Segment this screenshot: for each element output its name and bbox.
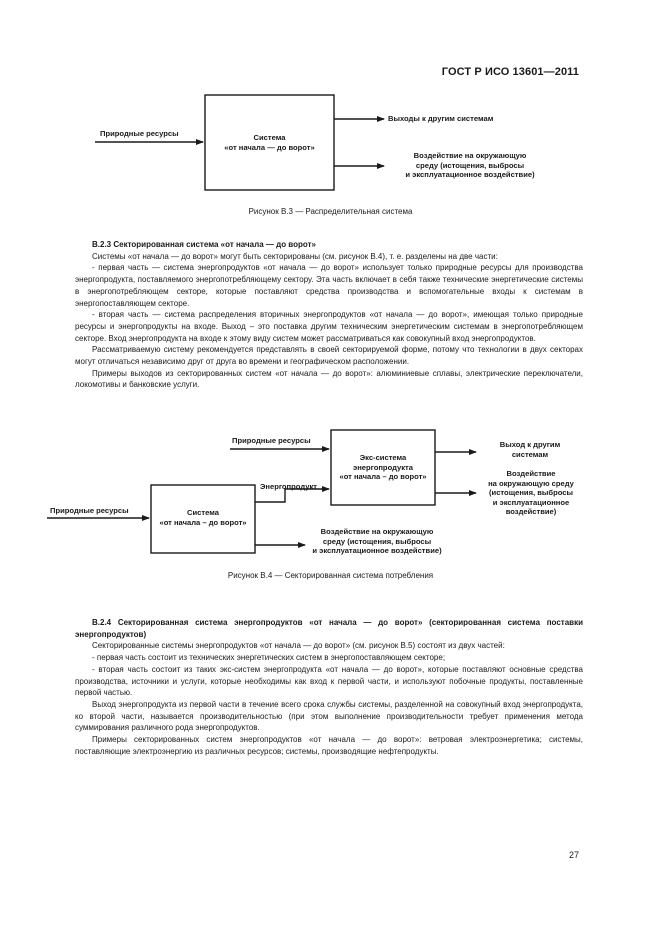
fig-b4-input-left-label: Природные ресурсы [50,506,129,515]
paragraph: - вторая часть состоит из таких экс-систем энергопродукта «от начала — до ворот», которые поставляют основные средства производства, источники и услуги, которые необходимы как вход к первой части, и используют побочные продукты, поставленные первой частью. [75,664,583,698]
fig-b4-left-box-label: Система «от начала – до ворот» [159,508,247,527]
fig-b4-output-bottom-label: Воздействие на окружающую среду (истощения, выбросы и эксплуатационное воздействие) [312,527,442,555]
fig-b4-output-top-label: Выход к другим системам [499,440,561,459]
paragraph: Рассматриваемую систему рекомендуется представлять в своей секторируемой форме, потому что технологии в двух секторах могут отличаться независимо друг от друга во времени и географическом расположении. [75,345,583,367]
fig-b3-input-label: Природные ресурсы [100,129,179,138]
fig-b4-right-box-label: Экс-система энергопродукта «от начала – до ворот» [339,453,427,481]
fig-b4-output-right-label: Воздействие на окружающую среду (истощения, выбросы и эксплуатационное воздействие) [488,469,574,516]
paragraph: - первая часть состоит из технических энергетических систем в энергопоставляющем секторе; [92,653,446,663]
section-b23 [75,239,583,391]
page-number: 27 [568,850,579,860]
paragraph: - первая часть — система энергопродуктов «от начала — до ворот» использует только природные ресурсы для производства энергопродукта, поставляемого энергопотребляющему сектору. Эта часть включает в себя также технические энергетические системы в энергопотребляющем секторе, которые поставляют средства производства и вспомогательные входы к системам в энергопоставляющем секторе. [75,263,583,308]
paragraph: Выход энергопродукта из первой части в течение всего срока службы системы, разделенной на совокупный вход энергопродукта, ко второй части, называется производительностью (при этом выполнение производительности требует применения метода суммирования различного рода энергопродуктов. [75,699,583,733]
fig-b3-caption: Рисунок В.3 — Распределительная система [248,207,413,216]
fig-b4-caption: Рисунок В.4 — Секторированная система потребления [227,571,434,580]
section-b24 [75,617,583,757]
paragraph: Системы «от начала — до ворот» могут быть секторированы (см. рисунок В.4), т. е. разделены на две части: [92,251,498,261]
paragraph: - вторая часть — система распределения вторичных энергопродуктов «от начала — до ворот», имеющая только природные ресурсы и энергопродукты на входе. Выход – это поставка другим техническим энергетическим системам в энергопотребляющем секторе. Вход энергопродукта на входе к этому виду систем может рассматриваться как совокупный вход энергопродуктов. [75,310,583,343]
section-b24-heading: В.2.4 Секторированная система энергопродуктов «от начала — до ворот» (секторированная система поставки энергопродуктов) [75,618,583,639]
fig-b3-box-label: Система «от начала — до ворот» [224,133,315,152]
fig-b4-input-top-label: Природные ресурсы [232,436,311,445]
paragraph: Примеры секторированных систем энергопродуктов «от начала — до ворот»: ветровая электроэнергетика; системы, поставляющие электроэнергию из различных ресурсов; системы, производящие нефтепродукты. [75,735,583,756]
section-b23-heading: В.2.3 Секторированная система «от начала — до ворот» [92,240,316,249]
paragraph: Примеры выходов из секторированных систем «от начала — до ворот»: алюминиевые сплавы, электрические переключатели, локомотивы и банковские услуги. [75,368,583,390]
paragraph: Секторированные системы энергопродуктов «от начала — до ворот» (см. рисунок В.5) состоят из двух частей: [92,641,505,651]
fig-b3-output-top-label: Выходы к другим системам [388,114,494,123]
document-header-id: ГОСТ Р ИСО 13601—2011 [441,66,579,78]
fig-b3-output-bottom-label: Воздействие на окружающую среду (истощения, выбросы и эксплуатационное воздействие) [405,151,535,179]
fig-b4-energy-product-label: Энергопродукт [260,482,317,491]
